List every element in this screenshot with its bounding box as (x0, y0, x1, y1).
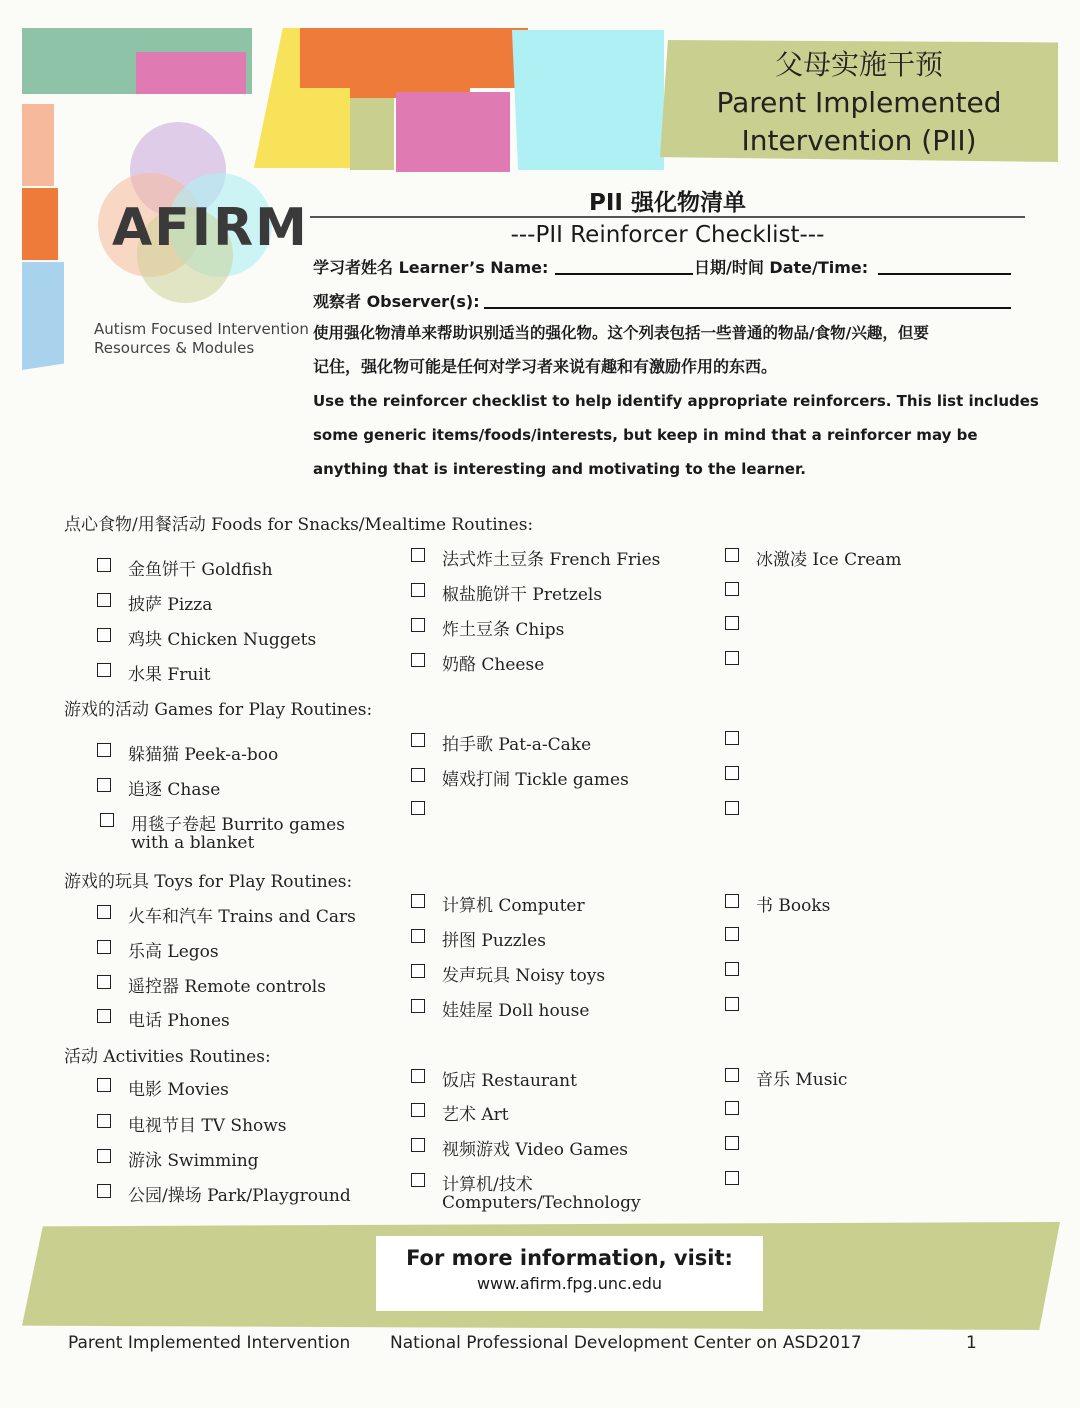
checklist-item: 饭店 Restaurant (442, 1071, 577, 1091)
decor-cyan-block (512, 30, 664, 170)
checklist-item: 艺术 Art (442, 1105, 509, 1125)
instructions-cn-2: 记住，强化物可能是任何对学习者来说有趣和有激励作用的东西。 (313, 357, 778, 376)
checklist-item: 躲猫猫 Peek-a-boo (128, 745, 279, 765)
instructions-en-2: some generic items/foods/interests, but keep in mind that a reinforcer may be (313, 426, 978, 444)
checkbox[interactable] (97, 663, 111, 677)
checklist-item-continued: Computers/Technology (442, 1193, 641, 1213)
section-title-activities: 活动 Activities Routines: (64, 1047, 271, 1067)
checkbox[interactable] (97, 975, 111, 989)
decor-peach-block (22, 104, 54, 186)
checklist-title-en: ---PII Reinforcer Checklist--- (510, 222, 825, 248)
checkbox[interactable] (97, 905, 111, 919)
section-title-foods: 点心食物/用餐活动 Foods for Snacks/Mealtime Routines: (64, 515, 534, 535)
header-title-en-2: Intervention (PII) (741, 124, 977, 157)
header-title-en-1: Parent Implemented (716, 86, 1002, 119)
decor-blue-side (22, 262, 64, 370)
checklist-item: 计算机/技术 (442, 1175, 533, 1195)
learner-name-field[interactable] (555, 273, 693, 275)
section-title-games: 游戏的活动 Games for Play Routines: (64, 700, 373, 720)
checkbox[interactable] (411, 768, 425, 782)
checkbox[interactable] (411, 653, 425, 667)
checkbox[interactable] (725, 731, 739, 745)
checklist-item: 拼图 Puzzles (442, 931, 546, 951)
page-number: 1 (966, 1333, 977, 1353)
decor-pink-block-2 (396, 92, 510, 172)
checklist-item: 电影 Movies (128, 1080, 229, 1100)
checkbox[interactable] (725, 1171, 739, 1185)
logo-subtitle-1: Autism Focused Intervention (94, 320, 309, 338)
checkbox[interactable] (725, 582, 739, 596)
observer-field[interactable] (484, 307, 1011, 309)
checkbox[interactable] (411, 929, 425, 943)
instructions (313, 316, 1039, 486)
checkbox[interactable] (411, 894, 425, 908)
checkbox[interactable] (725, 997, 739, 1011)
checkbox[interactable] (725, 894, 739, 908)
checkbox[interactable] (411, 548, 425, 562)
checklist-item: 电视节目 TV Shows (128, 1116, 287, 1136)
checklist-item: 公园/操场 Park/Playground (128, 1186, 351, 1206)
checklist-item: 视频游戏 Video Games (442, 1140, 629, 1160)
checkbox[interactable] (411, 1069, 425, 1083)
checklist-item: 娃娃屋 Doll house (442, 1001, 590, 1021)
checkbox[interactable] (97, 940, 111, 954)
checkbox[interactable] (725, 1068, 739, 1082)
checklist-item: 火车和汽车 Trains and Cars (128, 907, 356, 927)
checklist-item: 追逐 Chase (128, 780, 221, 800)
checkbox[interactable] (411, 733, 425, 747)
checkbox[interactable] (725, 801, 739, 815)
instructions-en-1: Use the reinforcer checklist to help identify appropriate reinforcers. This list includes (313, 392, 1039, 410)
checkbox[interactable] (97, 778, 111, 792)
decor-olive-block (350, 98, 394, 170)
checklist-item: 奶酪 Cheese (442, 655, 545, 675)
header-title (660, 46, 1058, 160)
observer-label: 观察者 Observer(s): (313, 292, 480, 311)
decor-pink-block (136, 52, 246, 94)
checklist-item: 水果 Fruit (128, 665, 211, 685)
date-time-label: 日期/时间 Date/Time: (694, 258, 869, 277)
checkbox[interactable] (725, 548, 739, 562)
checklist-item: 嬉戏打闹 Tickle games (442, 770, 629, 790)
checkbox[interactable] (97, 1078, 111, 1092)
checkbox[interactable] (725, 766, 739, 780)
checkbox[interactable] (725, 616, 739, 630)
footer-left: Parent Implemented Intervention (68, 1333, 351, 1353)
checkbox[interactable] (97, 1184, 111, 1198)
checkbox[interactable] (411, 801, 425, 815)
checkbox[interactable] (97, 1149, 111, 1163)
checkbox[interactable] (97, 593, 111, 607)
checkbox[interactable] (725, 927, 739, 941)
checkbox[interactable] (97, 1009, 111, 1023)
checkbox[interactable] (97, 743, 111, 757)
checklist-item: 乐高 Legos (128, 942, 219, 962)
title-divider (310, 216, 1025, 218)
checklist-item-continued: with a blanket (131, 833, 255, 853)
header-title-cn: 父母实施干预 (774, 48, 943, 81)
checkbox[interactable] (725, 962, 739, 976)
checklist-item: 计算机 Computer (442, 896, 585, 916)
checkbox[interactable] (97, 1114, 111, 1128)
checklist-item: 冰激凌 Ice Cream (756, 550, 902, 570)
checkbox[interactable] (411, 1173, 425, 1187)
checkbox[interactable] (411, 999, 425, 1013)
checkbox[interactable] (100, 813, 114, 827)
instructions-cn-1: 使用强化物清单来帮助识别适当的强化物。这个列表包括一些普通的物品/食物/兴趣，但要 (313, 324, 929, 342)
checkbox[interactable] (725, 1136, 739, 1150)
learner-name-label: 学习者姓名 Learner’s Name: (313, 258, 549, 277)
checklist-item: 书 Books (756, 896, 831, 916)
checkbox[interactable] (411, 964, 425, 978)
footer-center: National Professional Development Center on ASD2017 (390, 1333, 862, 1353)
checklist-item: 金鱼饼干 Goldfish (128, 560, 273, 580)
checklist-item: 发声玩具 Noisy toys (442, 966, 606, 986)
info-box-url[interactable]: www.afirm.fpg.unc.edu (476, 1274, 663, 1293)
checklist-item: 游泳 Swimming (128, 1151, 259, 1171)
logo-wordmark: AFIRM (112, 198, 309, 258)
checklist-item: 电话 Phones (128, 1011, 230, 1031)
checklist-item: 椒盐脆饼干 Pretzels (442, 585, 603, 605)
date-time-field[interactable] (878, 273, 1011, 275)
decor-orange-side (22, 188, 58, 260)
checklist-item: 披萨 Pizza (128, 595, 213, 615)
checkbox[interactable] (97, 628, 111, 642)
checkbox[interactable] (725, 1101, 739, 1115)
checkbox[interactable] (411, 1103, 425, 1117)
checkbox[interactable] (725, 651, 739, 665)
checklist-item: 音乐 Music (756, 1070, 848, 1090)
checkbox[interactable] (411, 1138, 425, 1152)
info-box (376, 1236, 763, 1311)
logo-subtitle-2: Resources & Modules (94, 339, 255, 357)
instructions-en-3: anything that is interesting and motivating to the learner. (313, 460, 806, 478)
checklist-item: 鸡块 Chicken Nuggets (128, 630, 317, 650)
info-box-title: For more information, visit: (406, 1246, 733, 1270)
checklist-item: 法式炸土豆条 French Fries (442, 550, 661, 570)
checkbox[interactable] (97, 558, 111, 572)
checklist-item: 炸土豆条 Chips (442, 620, 565, 640)
checkbox[interactable] (411, 618, 425, 632)
section-title-toys: 游戏的玩具 Toys for Play Routines: (64, 872, 353, 892)
checklist-item: 遥控器 Remote controls (128, 977, 326, 997)
checklist-item: 拍手歌 Pat-a-Cake (442, 735, 592, 755)
checklist-item: 用毯子卷起 Burrito games (131, 815, 345, 835)
checklist-title-cn: PII 强化物清单 (589, 190, 746, 216)
checkbox[interactable] (411, 583, 425, 597)
